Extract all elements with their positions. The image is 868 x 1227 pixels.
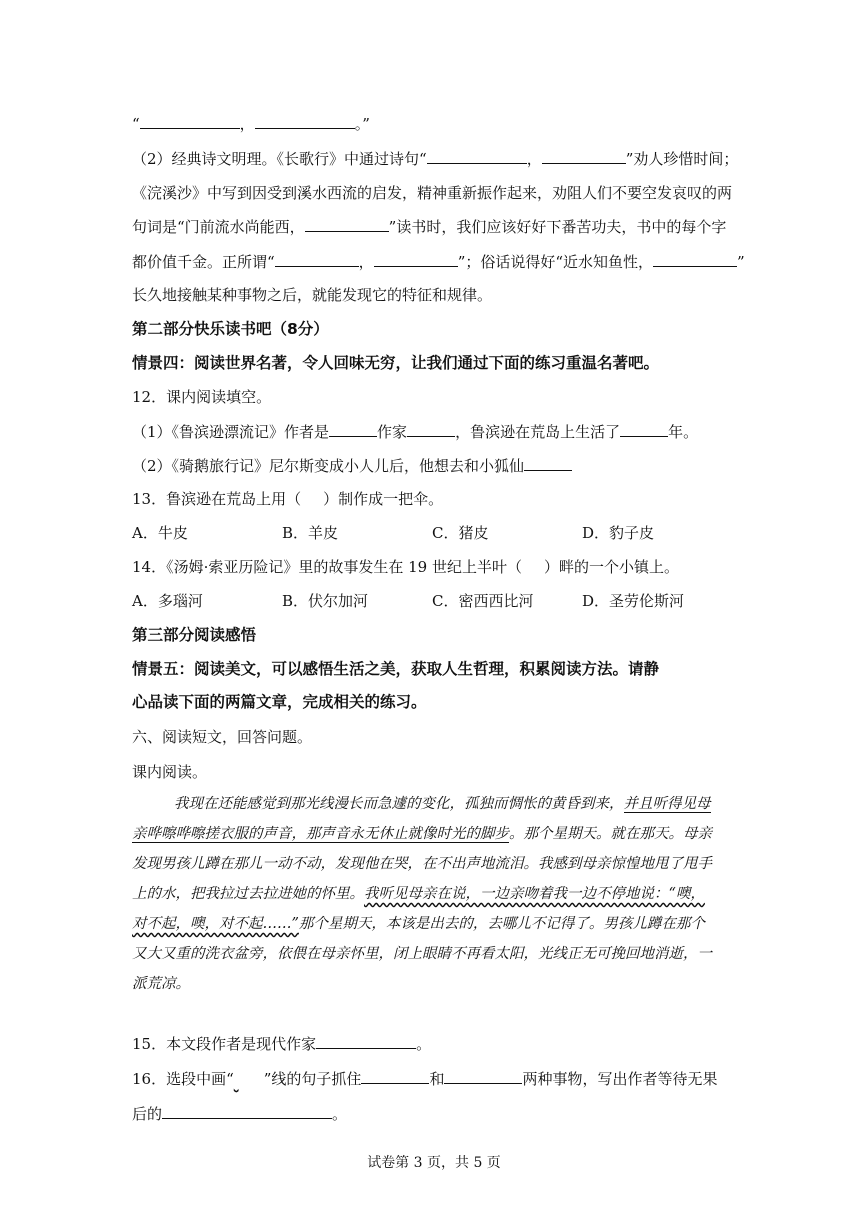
option-b[interactable]: B．伏尔加河	[282, 592, 369, 610]
option-c[interactable]: C．密西西比河	[432, 592, 534, 610]
q16-line-2	[132, 1103, 747, 1124]
passage-wavy: 我听见母亲在说，一边亲吻着我一边不停地说：“噢，	[364, 886, 705, 902]
q15-text: 15．本文段作者是现代作家	[132, 1035, 317, 1053]
answer-blank[interactable]	[524, 455, 572, 471]
q2-line-1	[132, 148, 747, 169]
passage-underlined: 亲哗嚓哗嚓搓衣服的声音，那声音永无休止就像时光的脚步	[132, 826, 509, 842]
passage-text: 。那个星期天。就在那天。母亲	[509, 826, 712, 842]
answer-blank[interactable]	[162, 1103, 332, 1119]
answer-blank[interactable]	[361, 1068, 429, 1084]
answer-blank[interactable]	[316, 1033, 416, 1049]
q2-text: 长久地接触某种事物之后，就能发现它的特征和规律。	[132, 286, 493, 304]
q16-text: 两种事物，写出作者等待无果	[522, 1070, 718, 1088]
passage-line-2	[132, 820, 754, 850]
passage-text: 我现在还能感觉到那光线漫长而急遽的变化，孤独而惆怅的黄昏到来，	[174, 796, 624, 812]
answer-blank[interactable]	[140, 113, 240, 129]
passage-line-1	[132, 790, 754, 820]
scene5-heading-1: 情景五：阅读美文，可以感悟生活之美，获取人生哲理，积累阅读方法。请静	[132, 660, 660, 678]
option-c[interactable]: C．猪皮	[432, 524, 489, 542]
q2-text: 《浣溪沙》中写到因受到溪水西流的启发，精神重新振作起来，劝阻人们不要空发哀叹的两	[132, 184, 733, 202]
q15	[132, 1033, 747, 1054]
q14-text: ）畔的一个小镇上。	[543, 558, 679, 576]
q2-text: （2）经典诗文明理。《长歌行》中通过诗句“	[132, 150, 427, 168]
passage-text: 那个星期天，本该是出去的，去哪儿不记得了。男孩儿蹲在那个	[298, 916, 705, 932]
option-a[interactable]: A．牛皮	[132, 524, 188, 542]
answer-blank[interactable]	[275, 251, 359, 267]
passage-line-7: 派荒凉。	[132, 976, 190, 992]
answer-blank[interactable]	[374, 251, 458, 267]
q12-sub2	[132, 455, 747, 476]
answer-blank[interactable]	[444, 1068, 522, 1084]
option-a[interactable]: A．多瑙河	[132, 592, 203, 610]
q16-text: ”线的句子抓住	[263, 1070, 362, 1088]
q12-title: 12．课内阅读填空。	[132, 388, 272, 406]
scene4-heading: 情景四：阅读世界名著，令人回味无穷，让我们通过下面的练习重温名著吧。	[132, 354, 660, 372]
q2-line-5	[132, 285, 747, 305]
q16-text: 和	[429, 1070, 445, 1088]
answer-blank[interactable]	[427, 148, 527, 164]
passage-line-6: 又大又重的洗衣盆旁，依偎在母亲怀里，闭上眼睛不再看太阳，光线正无可挽回地消逝，一	[132, 946, 712, 962]
answer-blank[interactable]	[329, 421, 377, 437]
answer-blank[interactable]	[620, 421, 668, 437]
q2-text: ”劝人珍惜时间；	[625, 150, 739, 168]
q13-options	[132, 523, 747, 543]
q12-text: ，鲁滨逊在荒岛上生活了	[455, 423, 621, 441]
option-d[interactable]: D．豹子皮	[582, 524, 655, 542]
answer-blank[interactable]	[542, 148, 626, 164]
q12-text: （2）《骑鹅旅行记》尼尔斯变成小人儿后，他想去和小狐仙	[132, 457, 525, 475]
q14-options	[132, 591, 747, 611]
q2-line-4	[132, 251, 747, 272]
passage-wavy: 对不起，噢，对不起……”	[132, 916, 299, 932]
q2-text: ”；俗话说得好“近水知鱼性，	[457, 253, 654, 271]
q12-text: 作家	[377, 423, 408, 441]
passage-underlined: 并且听得见母	[623, 796, 711, 812]
q14-stem	[132, 557, 747, 577]
q12-text: 年。	[668, 423, 699, 441]
q13-text: 13．鲁滨逊在荒岛上用（	[132, 490, 302, 508]
answer-blank[interactable]	[255, 113, 355, 129]
q16-text: 16．选段中画“	[132, 1070, 234, 1088]
q2-line-2	[132, 183, 747, 203]
q2-sep: ，	[358, 253, 374, 271]
passage-line-5	[132, 910, 754, 940]
q15-text: 。	[416, 1035, 432, 1053]
q16-text: 。	[332, 1105, 348, 1123]
answer-blank[interactable]	[653, 251, 737, 267]
q2-line-3	[132, 216, 747, 237]
q13-stem	[132, 489, 747, 509]
top-quote-line	[132, 113, 747, 134]
quote-sep: ，	[239, 115, 255, 133]
q2-text: 都价值千金。正所谓“	[132, 253, 275, 271]
q12-text: （1）《鲁滨逊漂流记》作者是	[132, 423, 330, 441]
section6-title: 六、阅读短文，回答问题。	[132, 728, 313, 746]
q14-text: 14．《汤姆·索亚历险记》里的故事发生在 19 世纪上半叶（	[132, 558, 522, 576]
q16-line-1	[132, 1068, 747, 1089]
q16-text: 后的	[132, 1105, 163, 1123]
q13-text: ）制作成一把伞。	[323, 490, 444, 508]
quote-open: “	[132, 115, 140, 133]
passage-text: 上的水，把我拉过去拉进她的怀里。	[132, 886, 364, 902]
page-footer: 试卷第 3 页，共 5 页	[367, 1155, 501, 1171]
q2-text: 句词是“门前流水尚能西，	[132, 218, 305, 236]
q2-text: ”	[737, 253, 745, 271]
part2-title: 第二部分快乐读书吧（8分）	[132, 320, 329, 338]
inclass-label: 课内阅读。	[132, 763, 208, 781]
q12-sub1	[132, 421, 747, 442]
answer-blank[interactable]	[305, 216, 389, 232]
answer-blank[interactable]	[407, 421, 455, 437]
option-b[interactable]: B．羊皮	[282, 524, 339, 542]
q2-sep: ，	[526, 150, 542, 168]
passage-line-3: 发现男孩儿蹲在那儿一动不动，发现他在哭，在不出声地流泪。我感到母亲惊惶地甩了甩手	[132, 856, 712, 872]
part3-title: 第三部分阅读感悟	[132, 626, 257, 644]
wavy-line-mark	[234, 1069, 264, 1089]
option-d[interactable]: D．圣劳伦斯河	[582, 592, 685, 610]
q2-text: ”读书时，我们应该好好下番苦功夫，书中的每个字	[388, 218, 727, 236]
quote-close: 。”	[354, 115, 370, 133]
passage-line-4	[132, 880, 754, 910]
scene5-heading-2: 心品读下面的两篇文章，完成相关的练习。	[132, 693, 427, 711]
